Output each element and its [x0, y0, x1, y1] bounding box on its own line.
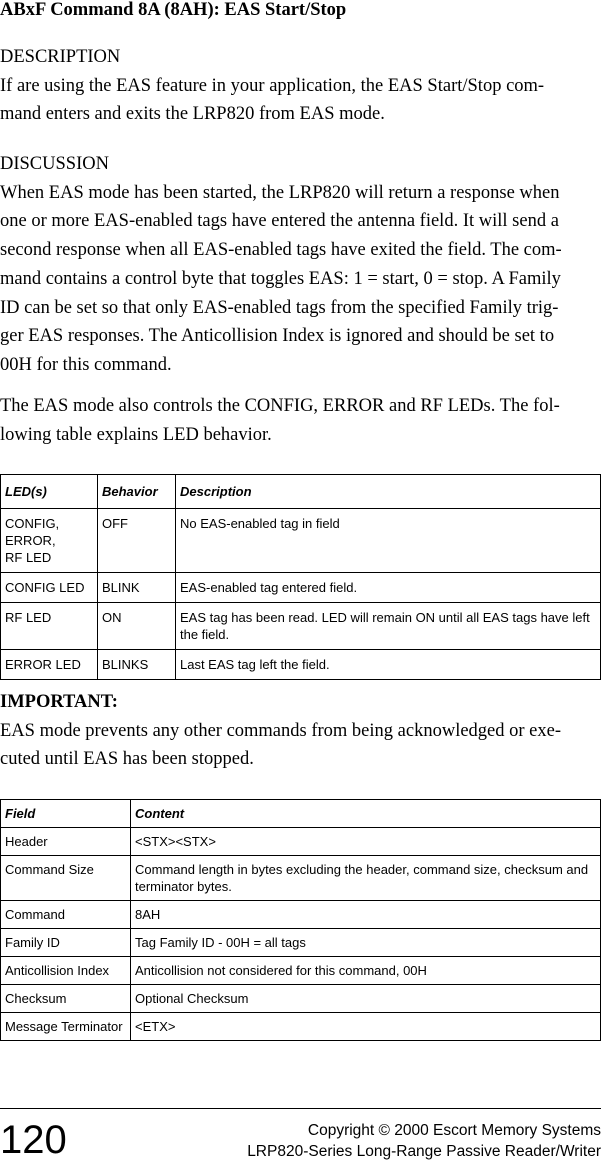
behavior-cell: BLINKS [98, 650, 176, 680]
led-cell: CONFIG, ERROR, RF LED [1, 509, 98, 573]
table-row [1, 929, 601, 957]
description-section [0, 43, 601, 129]
description-cell: EAS-enabled tag entered field. [176, 573, 601, 603]
discussion-line: ger EAS responses. The Anticollision Index is ignored and should be set to [0, 326, 555, 347]
behavior-cell: ON [98, 603, 176, 650]
page-title: ABxF Command 8A (8AH): EAS Start/Stop [0, 0, 347, 20]
column-header-behavior: Behavior [98, 475, 176, 509]
description-cell: EAS tag has been read. LED will remain ON until all EAS tags have left the field. [176, 603, 601, 650]
table-header-row [1, 800, 601, 828]
discussion-line: mand contains a control byte that toggles EAS: 1 = start, 0 = stop. A Family [0, 268, 561, 289]
field-cell: Header [1, 828, 131, 856]
table-row [1, 509, 601, 573]
behavior-cell: BLINK [98, 573, 176, 603]
footer-text [247, 1120, 601, 1162]
table-row [1, 828, 601, 856]
content-cell: Optional Checksum [131, 985, 601, 1013]
column-header-field: Field [1, 800, 131, 828]
table-row [1, 901, 601, 929]
column-header-leds: LED(s) [1, 475, 98, 509]
field-cell: Checksum [1, 985, 131, 1013]
discussion-line: 00H for this command. [0, 354, 172, 375]
behavior-cell: OFF [98, 509, 176, 573]
description-cell: No EAS-enabled tag in field [176, 509, 601, 573]
column-header-description: Description [176, 475, 601, 509]
content-cell: <ETX> [131, 1013, 601, 1041]
content-cell: Anticollision not considered for this command, 00H [131, 957, 601, 985]
content-cell: <STX><STX> [131, 828, 601, 856]
footer-divider [0, 1108, 601, 1109]
field-cell: Command [1, 901, 131, 929]
table-row [1, 650, 601, 680]
led-cell: ERROR LED [1, 650, 98, 680]
description-line: If are using the EAS feature in your application, the EAS Start/Stop com- [0, 75, 545, 96]
content-cell: Command length in bytes excluding the header, command size, checksum and terminator bytes. [131, 856, 601, 901]
led-intro-line: lowing table explains LED behavior. [0, 424, 272, 445]
discussion-label: DISCUSSION [0, 154, 109, 174]
copyright-text: Copyright © 2000 Escort Memory Systems [307, 1122, 601, 1139]
content-cell: 8AH [131, 901, 601, 929]
led-intro-section [0, 392, 601, 449]
description-label: DESCRIPTION [0, 47, 121, 67]
important-label: IMPORTANT: [0, 692, 118, 712]
discussion-line: one or more EAS-enabled tags have entered the antenna field. It will send a [0, 211, 559, 232]
product-name: LRP820-Series Long-Range Passive Reader/Writer [247, 1143, 601, 1160]
table-row [1, 985, 601, 1013]
command-field-table [0, 799, 601, 1041]
led-cell: RF LED [1, 603, 98, 650]
field-cell: Anticollision Index [1, 957, 131, 985]
discussion-line: When EAS mode has been started, the LRP820 will return a response when [0, 182, 560, 203]
content-cell: Tag Family ID - 00H = all tags [131, 929, 601, 957]
discussion-section [0, 150, 601, 380]
description-cell: Last EAS tag left the field. [176, 650, 601, 680]
column-header-content: Content [131, 800, 601, 828]
led-behavior-table [0, 474, 601, 680]
table-row [1, 957, 601, 985]
discussion-line: second response when all EAS-enabled tags have exited the field. The com- [0, 240, 562, 261]
important-section [0, 688, 601, 774]
description-line: mand enters and exits the LRP820 from EAS mode. [0, 104, 385, 125]
field-cell: Message Terminator [1, 1013, 131, 1041]
discussion-line: ID can be set so that only EAS-enabled tags from the specified Family trig- [0, 297, 559, 318]
table-row [1, 603, 601, 650]
table-header-row [1, 475, 601, 509]
important-line: EAS mode prevents any other commands from being acknowledged or exe- [0, 720, 561, 741]
table-row [1, 573, 601, 603]
field-cell: Family ID [1, 929, 131, 957]
table-row [1, 856, 601, 901]
field-cell: Command Size [1, 856, 131, 901]
table-row [1, 1013, 601, 1041]
page-number: 120 [0, 1118, 67, 1162]
important-line: cuted until EAS has been stopped. [0, 749, 254, 770]
led-intro-line: The EAS mode also controls the CONFIG, ERROR and RF LEDs. The fol- [0, 396, 560, 416]
led-cell: CONFIG LED [1, 573, 98, 603]
